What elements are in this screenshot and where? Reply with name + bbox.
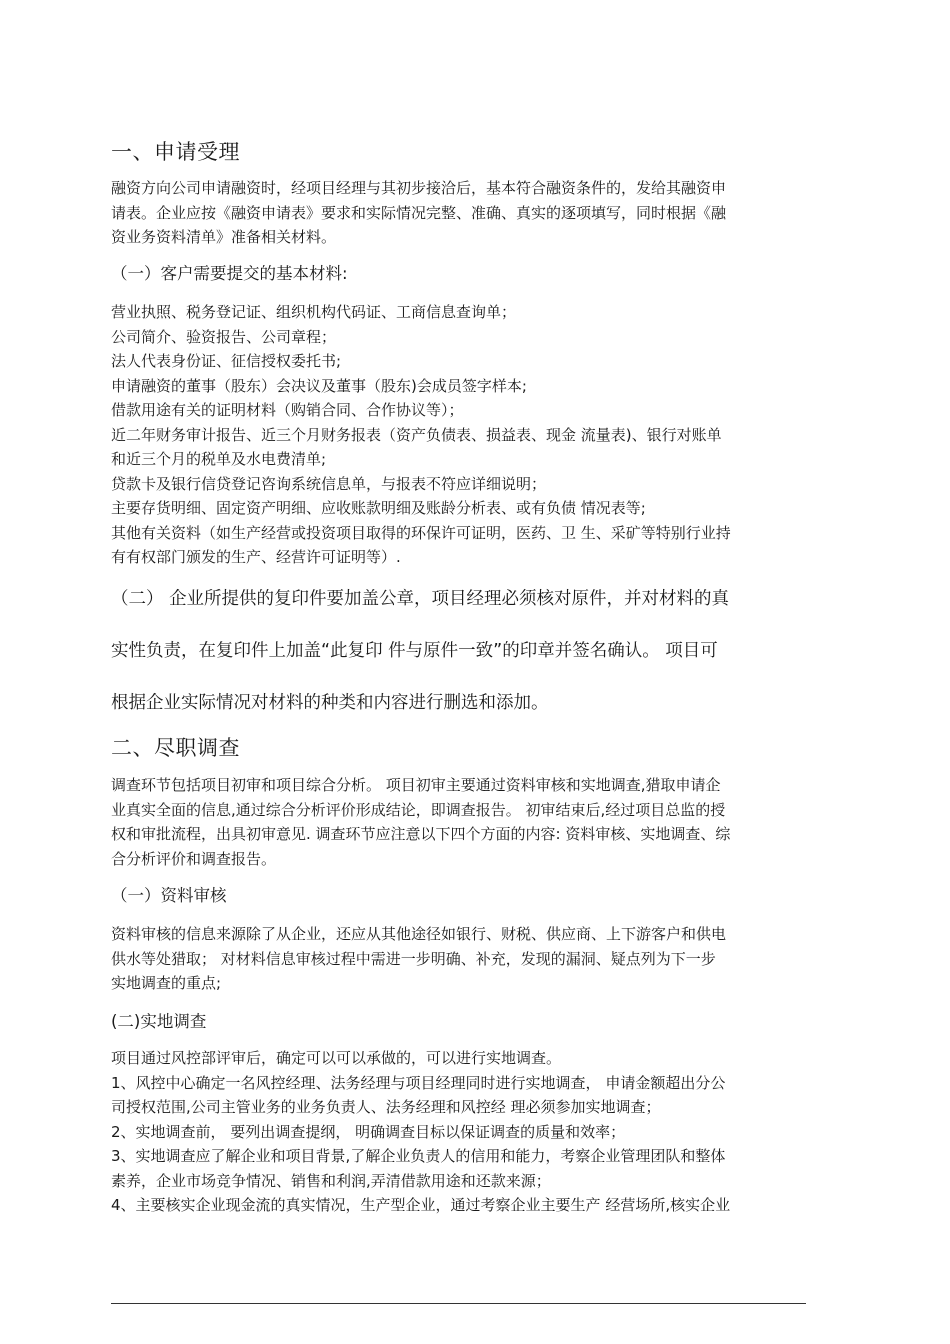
- section-1-sub2: [111, 573, 729, 729]
- text-line: 4、主要核实企业现金流的真实情况，生产型企业，通过考察企业主要生产 经营场所,核实企业: [111, 1196, 731, 1214]
- list-item: 有有权部门颁发的生产、经营许可证明等）.: [111, 548, 401, 566]
- footer-rule: [111, 1303, 806, 1304]
- list-item: 主要存货明细、固定资产明细、应收账款明细及账龄分析表、或有负债 情况表等;: [111, 499, 646, 517]
- text-line: 实性负责，在复印件上加盖“此复印 件与原件一致”的印章并签名确认。 项目可: [111, 641, 718, 661]
- section-2-sub1-text: [111, 922, 726, 996]
- text-line: 调查环节包括项目初审和项目综合分析。 项目初审主要通过资料审核和实地调查,猎取申请企: [111, 776, 721, 794]
- section-2-title: 二、尽职调查: [111, 736, 240, 760]
- section-2-sub2-title: (二)实地调查: [111, 1012, 207, 1031]
- section-1-title: 一、申请受理: [111, 140, 240, 164]
- text-line: 权和审批流程，出具初审意见. 调查环节应注意以下四个方面的内容: 资料审核、实地调查、综: [111, 825, 731, 843]
- list-item: 和近三个月的税单及水电费清单;: [111, 450, 327, 468]
- text-line: 合分析评价和调查报告。: [111, 849, 277, 868]
- section-2-sub1-title: （一）资料审核: [111, 886, 227, 905]
- text-line: 融资方向公司申请融资时，经项目经理与其初步接洽后，基本符合融资条件的，发给其融资申: [111, 179, 727, 197]
- text-line: 实地调查的重点;: [111, 974, 222, 992]
- text-line: 3、实地调查应了解企业和项目背景,了解企业负责人的信用和能力，考察企业管理团队和整体: [111, 1147, 726, 1165]
- list-item: 公司简介、验资报告、公司章程；: [111, 327, 337, 346]
- text-line: 司授权范围,公司主管业务的业务负责人、法务经理和风控经 理必须参加实地调查；: [111, 1098, 661, 1116]
- text-line: 2、实地调查前， 要列出调查提纲， 明确调查目标以保证调查的质量和效率；: [111, 1122, 626, 1141]
- text-line: 业真实全面的信息,通过综合分析评价形成结论，即调查报告。 初审结束后,经过项目总监的授: [111, 800, 726, 819]
- list-item: 申请融资的董事（股东）会决议及董事（股东)会成员签字样本;: [111, 376, 527, 395]
- list-item: 法人代表身份证、征信授权委托书;: [111, 352, 342, 370]
- text-line: 项目通过风控部评审后，确定可以可以承做的，可以进行实地调查。: [111, 1049, 562, 1067]
- section-2-intro: [111, 773, 730, 871]
- section-2-sub2-text: [111, 1046, 730, 1218]
- text-line: 素养，企业市场竞争情况、销售和利润,弄清借款用途和还款来源；: [111, 1171, 551, 1190]
- text-line: 供水等处猎取； 对材料信息审核过程中需进一步明确、补充，发现的漏洞、疑点列为下一步: [111, 949, 716, 968]
- section-1-intro: [111, 176, 726, 250]
- list-item: 近二年财务审计报告、近三个月财务报表（资产负债表、损益表、现金 流量表)、银行对账单: [111, 425, 722, 444]
- list-item: 其他有关资料（如生产经营或投资项目取得的环保许可证明，医药、卫 生、采矿等特别行业持: [111, 523, 731, 542]
- list-item: 营业执照、税务登记证、组织机构代码证、工商信息查询单；: [111, 303, 517, 321]
- text-line: 根据企业实际情况对材料的种类和内容进行删选和添加。: [111, 693, 549, 713]
- text-line: 1、风控中心确定一名风控经理、法务经理与项目经理同时进行实地调查， 申请金额超出分公: [111, 1073, 726, 1092]
- text-line: 资业务资料清单》准备相关材料。: [111, 228, 337, 246]
- list-item: 贷款卡及银行信贷登记咨询系统信息单，与报表不符应详细说明；: [111, 474, 547, 493]
- text-line: （二） 企业所提供的复印件要加盖公章，项目经理必须核对原件，并对材料的真: [111, 589, 730, 609]
- text-line: 请表。企业应按《融资申请表》要求和实际情况完整、准确、真实的逐项填写，同时根据《融: [111, 203, 727, 222]
- text-line: 资料审核的信息来源除了从企业，还应从其他途径如银行、财税、供应商、上下游客户和供电: [111, 925, 727, 943]
- materials-list: [111, 300, 731, 570]
- section-1-sub1-title: （一）客户需要提交的基本材料:: [111, 264, 348, 283]
- list-item: 借款用途有关的证明材料（购销合同、合作协议等）；: [111, 401, 464, 419]
